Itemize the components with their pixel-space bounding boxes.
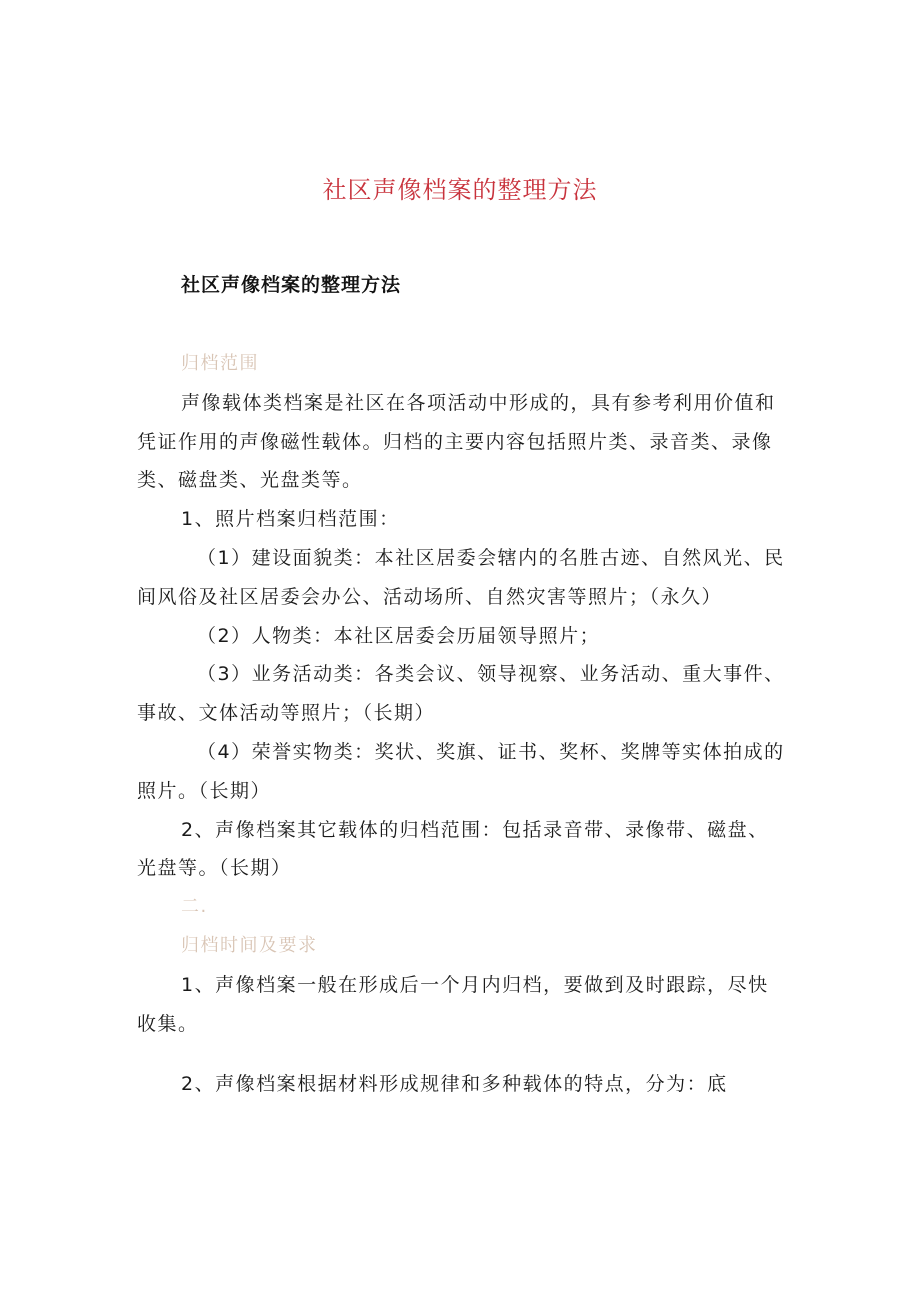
paragraph-requirement-2: 2、声像档案根据材料形成规律和多种载体的特点，分为：底 [181,1073,728,1096]
paragraph-other-media-scope: 2、声像档案其它载体的归档范围：包括录音带、录像带、磁盘、光盘等。（长期） [137,818,769,880]
paragraph-photo-scope-2: （2）人物类：本社区居委会历届领导照片； [197,624,601,647]
paragraph-gap [137,1043,789,1065]
section-heading-time: 归档时间及要求 [181,934,318,956]
document-subtitle: 社区声像档案的整理方法 [181,274,402,296]
paragraph-photo-scope-4: （4）荣誉实物类：奖状、奖旗、证书、奖杯、奖牌等实体拍成的照片。（长期） [137,740,785,802]
paragraph-photo-scope: 1、照片档案归档范围： [181,508,400,531]
paragraph-intro: 声像载体类档案是社区在各项活动中形成的，具有参考利用价值和凭证作用的声像磁性载体。归档的主要内容包括照片类、录音类、录像类、磁盘类、光盘类等。 [137,391,776,492]
document-body [137,345,789,1104]
paragraph-photo-scope-3: （3）业务活动类：各类会议、领导视察、业务活动、重大事件、事故、文体活动等照片；（长期） [137,663,785,725]
section-heading-scope: 归档范围 [181,353,259,374]
paragraph-photo-scope-1: （1）建设面貌类：本社区居委会辖内的名胜古迹、自然风光、民间风俗及社区居委会办公、活动场所、自然灾害等照片；（永久） [137,546,785,608]
section-number-two: 二. [181,896,208,918]
document-title: 社区声像档案的整理方法 [322,176,598,204]
paragraph-requirement-1: 1、声像档案一般在形成后一个月内归档，要做到及时跟踪，尽快收集。 [137,973,769,1035]
